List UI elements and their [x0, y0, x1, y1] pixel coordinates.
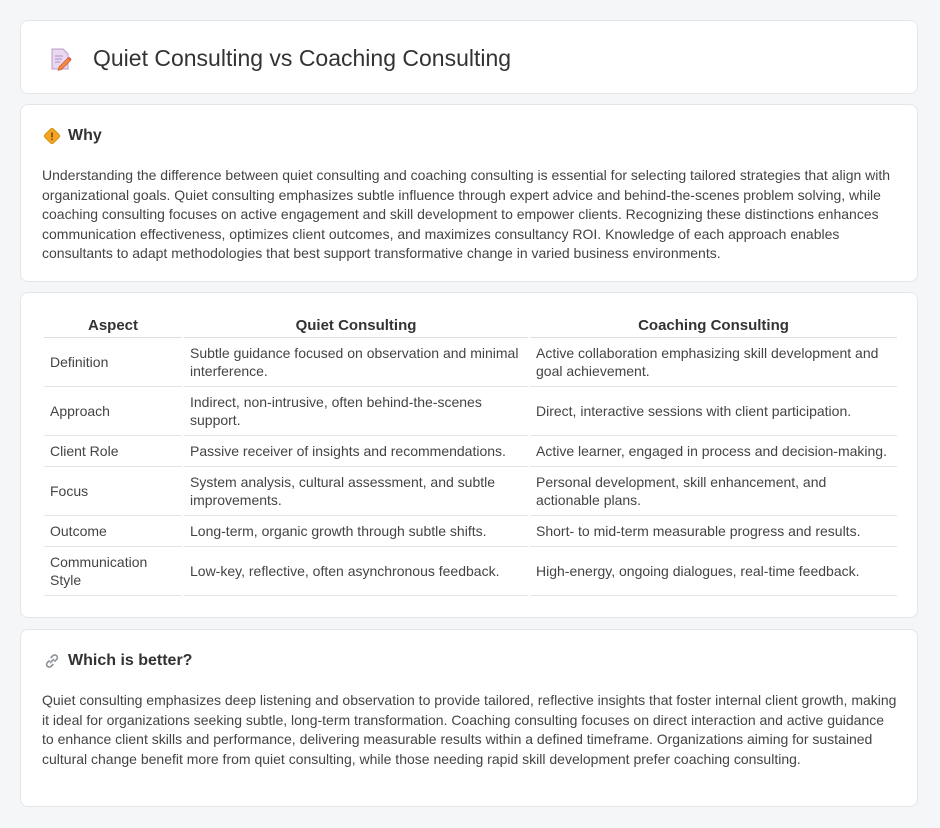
coaching-cell: Personal development, skill enhancement, and actionable plans.: [530, 467, 897, 516]
coaching-cell: Active collaboration emphasizing skill development and goal achievement.: [530, 338, 897, 387]
aspect-cell: Approach: [44, 387, 182, 436]
better-heading-row: [43, 652, 192, 670]
coaching-cell: Active learner, engaged in process and decision-making.: [530, 436, 897, 467]
why-section: [20, 104, 918, 282]
quiet-cell: Indirect, non-intrusive, often behind-the-scenes support.: [184, 387, 528, 436]
table-row: [44, 436, 897, 467]
quiet-cell: Subtle guidance focused on observation and minimal interference.: [184, 338, 528, 387]
table-row: [44, 467, 897, 516]
better-heading: Which is better?: [68, 652, 193, 669]
table-row: [44, 387, 897, 436]
coaching-cell: Direct, interactive sessions with client participation.: [530, 387, 897, 436]
aspect-cell: Definition: [44, 338, 182, 387]
page-title: Quiet Consulting vs Coaching Consulting: [93, 45, 512, 71]
column-header-quiet: Quiet Consulting: [184, 315, 528, 338]
quiet-cell: Low-key, reflective, often asynchronous feedback.: [184, 547, 528, 596]
column-header-aspect: Aspect: [44, 315, 182, 338]
comparison-table: [42, 315, 899, 596]
quiet-cell: System analysis, cultural assessment, and subtle improvements.: [184, 467, 528, 516]
link-icon: [43, 652, 61, 670]
diamond-sign-icon: [43, 127, 61, 145]
quiet-cell: Passive receiver of insights and recommendations.: [184, 436, 528, 467]
why-heading-row: [43, 127, 102, 145]
title-row: [47, 45, 511, 72]
document-pen-icon: [47, 46, 73, 72]
column-header-coaching: Coaching Consulting: [530, 315, 897, 338]
comparison-section: [20, 292, 918, 618]
quiet-cell: Long-term, organic growth through subtle shifts.: [184, 516, 528, 547]
why-heading: Why: [68, 127, 102, 144]
better-text: Quiet consulting emphasizes deep listening and observation to provide tailored, reflective insights that foster internal client growth, making it ideal for organizations seeking subtle, long-term transformation. Coaching consulting focuses on direct interaction and active guidance to enhance client skills and performance, delivering measurable results within a defined timeframe. Organizations aiming for sustained cultural change benefit more from quiet consulting, while those needing rapid skill development prefer coaching consulting.: [42, 692, 897, 767]
which-better-section: [20, 629, 918, 807]
table-row: [44, 338, 897, 387]
header-card: [20, 20, 918, 94]
aspect-cell: Communication Style: [44, 547, 182, 596]
aspect-cell: Outcome: [44, 516, 182, 547]
table-header-row: [44, 315, 897, 338]
aspect-cell: Focus: [44, 467, 182, 516]
table-row: [44, 516, 897, 547]
table-row: [44, 547, 897, 596]
aspect-cell: Client Role: [44, 436, 182, 467]
why-text: Understanding the difference between quiet consulting and coaching consulting is essential for selecting tailored strategies that align with organizational goals. Quiet consulting emphasizes subtle influence through expert advice and behind-the-scenes problem solving, while coaching consulting focuses on active engagement and skill development to empower clients. Recognizing these distinctions enhances communication effectiveness, optimizes client outcomes, and maximizes consultancy ROI. Knowledge of each approach enables consultants to adapt methodologies that best support transformative change in varied business environments.: [42, 167, 891, 262]
coaching-cell: High-energy, ongoing dialogues, real-time feedback.: [530, 547, 897, 596]
coaching-cell: Short- to mid-term measurable progress and results.: [530, 516, 897, 547]
